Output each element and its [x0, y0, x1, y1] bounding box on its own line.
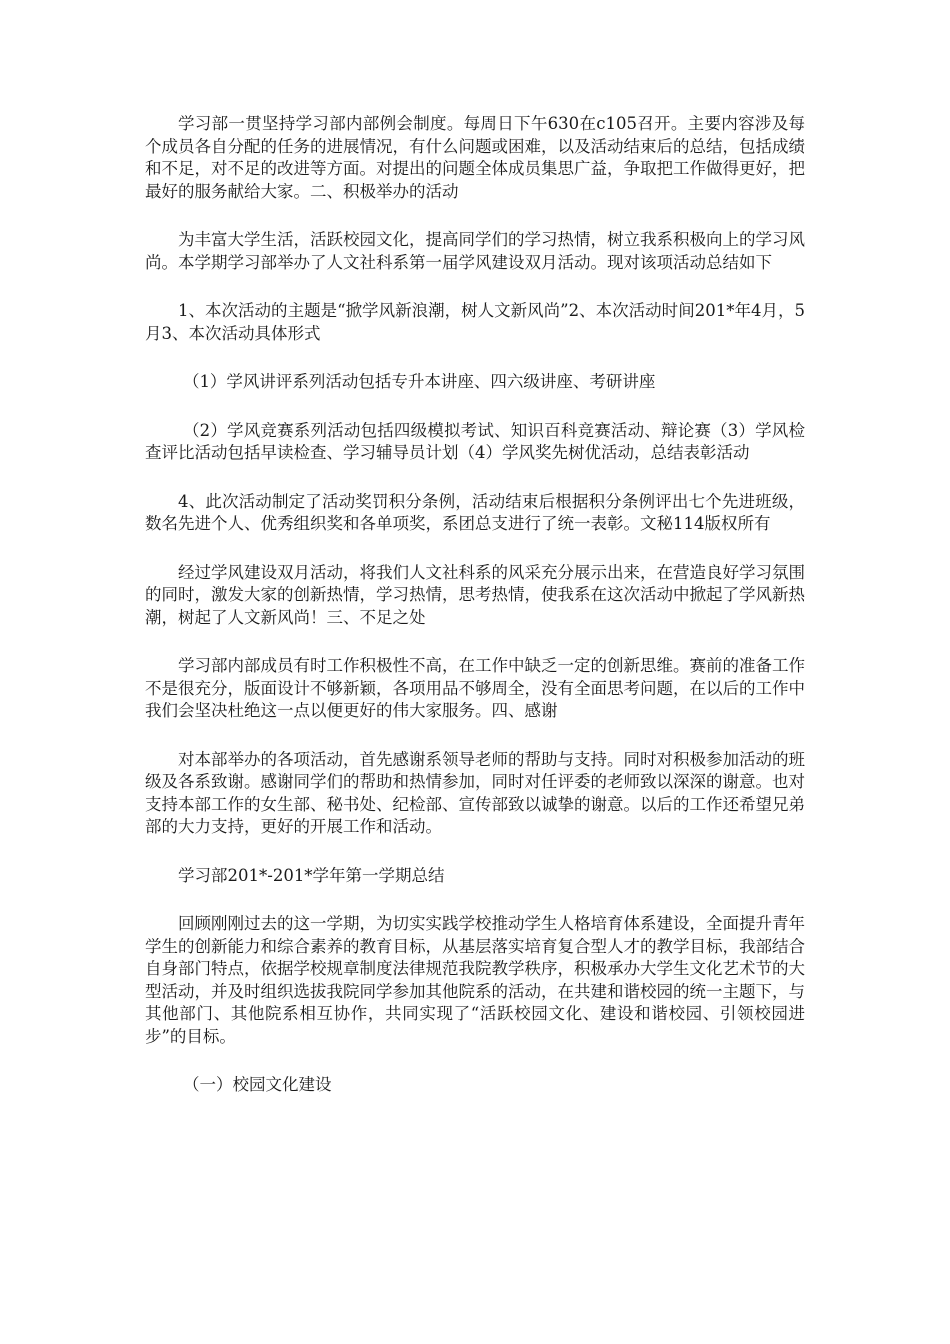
paragraph-lecture-series: （1）学风讲评系列活动包括专升本讲座、四六级讲座、考研讲座	[182, 372, 656, 391]
paragraph-reward-rules: 4、此次活动制定了活动奖罚积分条例，活动结束后根据积分条例评出七个先进班级，数名先进个人、优秀组织奖和各单项奖，系团总支进行了统一表彰。文秘114版权所有	[145, 491, 805, 533]
paragraph-activity-theme: 1、本次活动的主题是“掀学风新浪潮，树人文新风尚”2、本次活动时间201*年4月，5月3、本次活动具体形式	[145, 301, 805, 343]
paragraph-semester-review: 回顾刚刚过去的这一学期，为切实实践学校推动学生人格培育体系建设，全面提升青年学生的创新能力和综合素养的教育目标，从基层落实培育复合型人才的教学目标，我部结合自身部门特点，依据学校规章制度法律规范我院教学秩序，积极承办大学生文化艺术节的大型活动，并及时组织选拔我院同学参加其他院系的活动，在共建和谐校园的统一主题下，与其他部门、其他院系相互协作，共同实现了“活跃校园文化、建设和谐校园、引领校园进步”的目标。	[145, 914, 805, 1046]
paragraph-competition-series: （2）学风竞赛系列活动包括四级模拟考试、知识百科竞赛活动、辩论赛（3）学风检查评比活动包括早读检查、学习辅导员计划（4）学风奖先树优活动，总结表彰活动	[145, 420, 805, 462]
paragraph-activity-results: 经过学风建设双月活动，将我们人文社科系的风采充分展示出来，在营造良好学习氛围的同时，激发大家的创新热情，学习热情，思考热情，使我系在这次活动中掀起了学风新热潮，树起了人文新风尚！三、不足之处	[145, 562, 805, 627]
paragraph-shortcomings: 学习部内部成员有时工作积极性不高，在工作中缺乏一定的创新思维。赛前的准备工作不是很充分，版面设计不够新颖，各项用品不够周全，没有全面思考问题，在以后的工作中我们会坚决杜绝这一点以便更好的伟大家服务。四、感谢	[145, 656, 805, 720]
paragraph-weekly-meeting: 学习部一贯坚持学习部内部例会制度。每周日下午630在c105召开。主要内容涉及每个成员各自分配的任务的进展情况，有什么问题或困难，以及活动结束后的总结，包括成绩和不足，对不足的改进等方面。对提出的问题全体成员集思广益，争取把工作做得更好，把最好的服务献给大家。二、积极举办的活动	[145, 114, 805, 201]
paragraph-thanks: 对本部举办的各项活动，首先感谢系领导老师的帮助与支持。同时对积极参加活动的班级及各系致谢。感谢同学们的帮助和热情参加，同时对任评委的老师致以深深的谢意。也对支持本部工作的女生部、秘书处、纪检部、宣传部致以诚挚的谢意。以后的工作还希望兄弟部的大力支持，更好的开展工作和活动。	[145, 749, 805, 836]
document-body	[145, 113, 805, 1123]
paragraph-activity-intro: 为丰富大学生活，活跃校园文化，提高同学们的学习热情，树立我系积极向上的学习风尚。本学期学习部举办了人文社科系第一届学风建设双月活动。现对该项活动总结如下	[145, 230, 805, 272]
section-title-semester-summary: 学习部201*-201*学年第一学期总结	[178, 865, 445, 885]
section-heading-campus-culture: （一）校园文化建设	[182, 1075, 332, 1094]
